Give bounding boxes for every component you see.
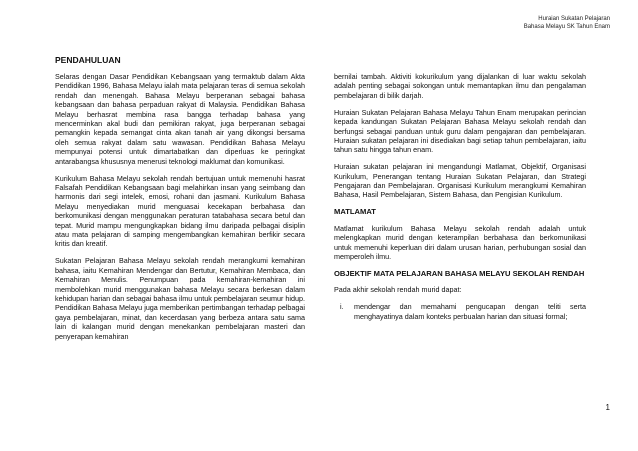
right-column xyxy=(334,72,586,327)
section-heading-objektif: OBJEKTIF MATA PELAJARAN BAHASA MELAYU SEKOLAH RENDAH xyxy=(334,268,585,278)
list-item xyxy=(334,302,586,321)
section-heading-matlamat: MATLAMAT xyxy=(334,207,376,217)
left-column xyxy=(55,72,305,348)
paragraph-6: Huraian sukatan pelajaran ini mengandungi Matlamat, Objektif, Organisasi Kurikulum, Penerangan tentang Huraian Sukatan Pelajaran, dan Strategi Pengajaran dan Pembelajaran. Organisasi Kurikulum merangkumi Kemahiran Bahasa, Hasil Pembelajaran, Sistem Bahasa, dan Pengisian Kurikulum. xyxy=(334,162,586,200)
list-item-number: i. xyxy=(340,302,344,312)
matlamat-paragraph: Matlamat kurikulum Bahasa Melayu sekolah rendah adalah untuk melengkapkan murid dengan keterampilan berbahasa dan berkomunikasi untuk memenuhi keperluan diri dalam urusan harian, perhubungan sosial dan memperoleh ilmu. xyxy=(334,223,586,261)
paragraph-2: Kurikulum Bahasa Melayu sekolah rendah bertujuan untuk memenuhi hasrat Falsafah Pendidikan Kebangsaan bagi melahirkan insan yang seimbang dan harmonis dari segi intelek, emosi, rohani dan jasmani. Kurikulum Bahasa Melayu menyediakan murid menguasai kecekapan berbahasa dan berkomunikasi dengan menggunakan peraturan tatabahasa secara betul dan tepat. Murid mampu mengungkapkan bidang ilmu daripada pelbagai disiplin atau mata pelajaran di samping mengembangkan kemahiran berfikir secara kritis dan kreatif. xyxy=(55,173,305,249)
page-number: 1 xyxy=(605,403,610,412)
paragraph-5: Huraian Sukatan Pelajaran Bahasa Melayu Tahun Enam merupakan perincian kepada kandungan Sukatan Pelajaran Bahasa Melayu sekolah rendah dan berfungsi sebagai panduan untuk guru dalam pengajaran dan pembelajaran. Huraian sukatan pelajaran ini disediakan bagi setiap tahun pembelajaran, iaitu tahun satu hingga tahun enam. xyxy=(334,107,586,155)
paragraph-4: bernilai tambah. Aktiviti kokurikulum yang dijalankan di luar waktu sekolah adalah penting sebagai sokongan untuk memantapkan ilmu dan pengalaman pembelajaran di bilik darjah. xyxy=(334,72,586,100)
paragraph-3: Sukatan Pelajaran Bahasa Melayu sekolah rendah merangkumi kemahiran bahasa, iaitu Kemahiran Mendengar dan Bertutur, Kemahiran Membaca, dan Kemahiran Menulis. Penumpuan pada kemahiran-kemahiran ini membolehkan murid menggunakan bahasa Melayu secara berkesan dalam kehidupan harian dan sebagai bahasa ilmu untuk pembelajaran seumur hidup. Pendidikan Bahasa Melayu juga memberikan pertimbangan terhadap pelbagai gaya pembelajaran, minat, dan kecerdasan yang berbeza antara satu sama lain di kalangan murid dengan menekankan pembelajaran masteri dan penyerapan kemahiran xyxy=(55,256,305,341)
header-line-1: Huraian Sukatan Pelajaran xyxy=(538,16,610,22)
section-heading-pendahuluan: PENDAHULUAN xyxy=(55,55,121,65)
paragraph-1: Selaras dengan Dasar Pendidikan Kebangsaan yang termaktub dalam Akta Pendidikan 1996, Bahasa Melayu ialah mata pelajaran teras di semua sekolah rendah dan menengah. Bahasa Melayu berperanan sebagai bahasa kebangsaan dan bahasa perpaduan rakyat di Malaysia. Pendidikan Bahasa Melayu berhasrat membina rasa bangga terhadap bahasa yang mencerminkan akal budi dan pemikiran rakyat, juga berperanan sebagai pemangkin kepada semangat cinta akan tanah air yang dikongsi bersama oleh semua rakyat dalam satu wawasan. Pendidikan Bahasa Melayu mempunyai potensi untuk dimartabatkan dan diperluas ke peringkat antarabangsa khususnya menerusi teknologi maklumat dan komunikasi. xyxy=(55,72,305,166)
objektif-intro: Pada akhir sekolah rendah murid dapat: xyxy=(334,285,462,295)
list-item-text: mendengar dan memahami pengucapan dengan teliti serta menghayatinya dalam konteks perbualan harian dan situasi formal; xyxy=(354,302,586,321)
header-line-2: Bahasa Melayu SK Tahun Enam xyxy=(523,24,610,30)
running-header xyxy=(524,15,610,31)
